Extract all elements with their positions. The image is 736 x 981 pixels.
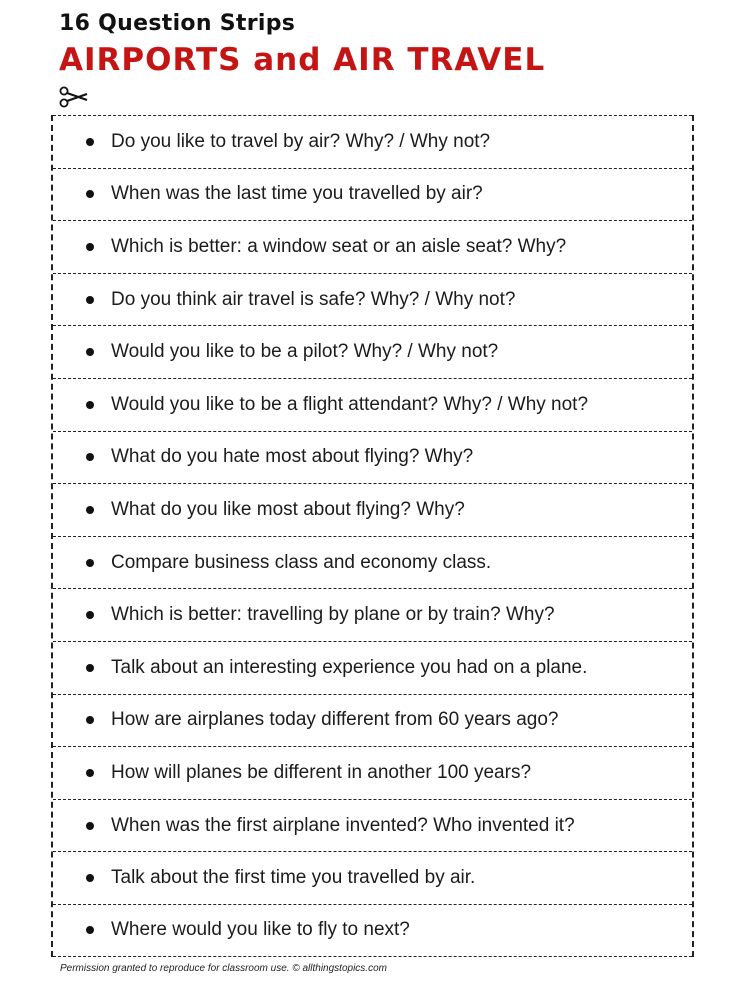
bullet-dot <box>86 822 94 830</box>
bullet-dot <box>86 138 94 146</box>
question-text: Would you like to be a pilot? Why? / Why not? <box>111 341 499 363</box>
page-title: AIRPORTS and AIR TRAVEL <box>59 42 546 78</box>
question-text: What do you hate most about flying? Why? <box>111 446 474 468</box>
question-text: Would you like to be a flight attendant? Why? / Why not? <box>111 393 589 415</box>
question-strip <box>53 325 692 378</box>
bullet-dot <box>86 401 94 409</box>
question-text: What do you like most about flying? Why? <box>111 498 465 520</box>
scissors-icon <box>58 86 88 108</box>
question-text: When was the first airplane invented? Who invented it? <box>111 814 575 836</box>
question-strip <box>53 168 692 221</box>
question-strip <box>53 851 692 904</box>
question-text: How will planes be different in another 100 years? <box>111 761 532 783</box>
question-strip <box>53 378 692 431</box>
question-text: Where would you like to fly to next? <box>111 919 410 941</box>
header <box>59 10 545 80</box>
question-strip <box>53 904 692 957</box>
question-text: Talk about the first time you travelled by air. <box>111 867 476 889</box>
question-strip <box>53 115 692 168</box>
page-subtitle: 16 Question Strips <box>59 11 296 36</box>
question-strip <box>53 220 692 273</box>
question-strip <box>53 536 692 589</box>
bullet-dot <box>86 190 94 198</box>
bullet-dot <box>86 453 94 461</box>
question-strip <box>53 588 692 641</box>
question-strip <box>53 273 692 326</box>
bullet-dot <box>86 506 94 514</box>
question-strip <box>53 799 692 852</box>
bullet-dot <box>86 769 94 777</box>
bullet-dot <box>86 559 94 567</box>
bullet-dot <box>86 243 94 251</box>
bullet-dot <box>86 664 94 672</box>
question-text: When was the last time you travelled by air? <box>111 183 483 205</box>
question-text: Compare business class and economy class. <box>111 551 492 573</box>
bullet-dot <box>86 348 94 356</box>
question-strip <box>53 694 692 747</box>
question-text: Do you like to travel by air? Why? / Why not? <box>111 130 491 152</box>
bullet-dot <box>86 296 94 304</box>
question-text: Which is better: travelling by plane or by train? Why? <box>111 604 555 626</box>
bullet-dot <box>86 874 94 882</box>
bullet-dot <box>86 611 94 619</box>
question-text: Which is better: a window seat or an aisle seat? Why? <box>111 235 567 257</box>
question-strip <box>53 746 692 799</box>
question-text: Do you think air travel is safe? Why? / Why not? <box>111 288 516 310</box>
question-text: How are airplanes today different from 60 years ago? <box>111 709 559 731</box>
bullet-dot <box>86 716 94 724</box>
question-strip <box>53 431 692 484</box>
question-strip <box>53 483 692 536</box>
copyright-footer: Permission granted to reproduce for classroom use. © allthingstopics.com <box>60 963 387 974</box>
question-text: Talk about an interesting experience you had on a plane. <box>111 656 588 678</box>
question-strip <box>53 641 692 694</box>
bullet-dot <box>86 926 94 934</box>
question-strips <box>51 115 694 957</box>
